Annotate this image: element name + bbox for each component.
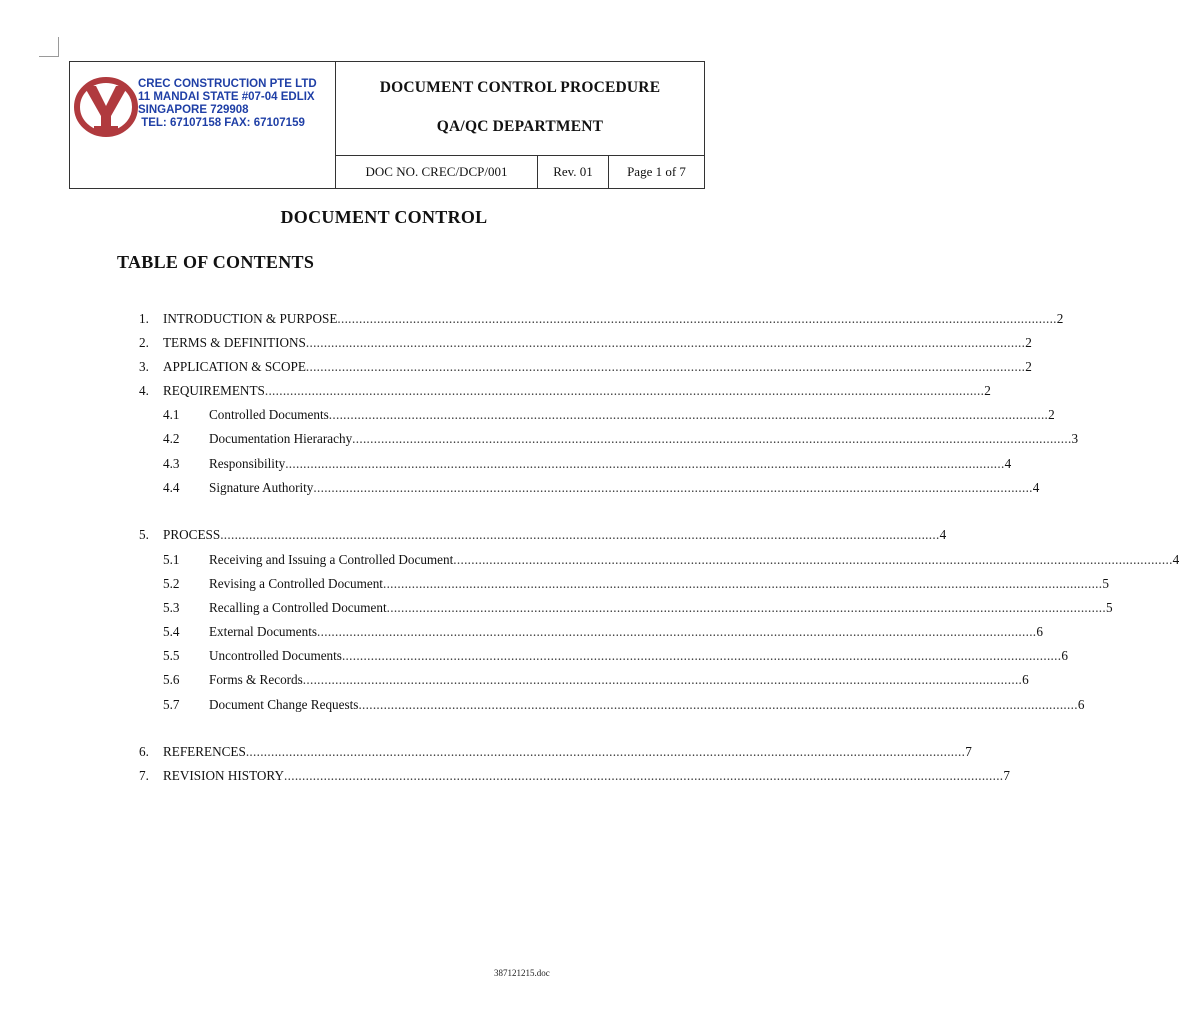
toc-entry[interactable]	[0, 526, 947, 544]
footer-filename: 387121215.doc	[494, 968, 550, 978]
toc-entry[interactable]	[0, 406, 1055, 424]
page-indicator: Page 1 of 7	[627, 164, 686, 179]
toc-entry-label: INTRODUCTION & PURPOSE	[163, 311, 338, 326]
toc-entry[interactable]	[0, 767, 1010, 785]
toc-entry-label: External Documents	[209, 624, 318, 639]
toc-leader-dots: ........................................................................................................................................................................................................	[352, 431, 1072, 446]
toc-entry[interactable]	[0, 743, 972, 761]
toc-entry-number: 7.	[139, 768, 149, 783]
toc-leader-dots: ........................................................................................................................................................................................................	[305, 335, 1026, 350]
department-title: QA/QC DEPARTMENT	[436, 118, 604, 135]
toc-entry-label: TERMS & DEFINITIONS	[163, 335, 306, 350]
company-address-block	[138, 78, 317, 130]
toc-leader-dots: ........................................................................................................................................................................................................	[220, 527, 940, 542]
toc-entry-number: 5.5	[163, 648, 180, 663]
toc-leader-dots: ........................................................................................................................................................................................................	[317, 624, 1037, 639]
revision-number: Rev. 01	[538, 156, 609, 188]
toc-entry-number: 5.1	[163, 552, 180, 567]
toc-entry-label: Responsibility	[209, 456, 286, 471]
toc-entry[interactable]	[0, 647, 1068, 665]
company-name: CREC CONSTRUCTION PTE LTD	[138, 78, 317, 90]
toc-leader-dots: ........................................................................................................................................................................................................	[382, 576, 1103, 591]
toc-entry-label: REFERENCES	[163, 744, 246, 759]
toc-leader-dots: ........................................................................................................................................................................................................	[358, 697, 1078, 712]
toc-entry-number: 4.2	[163, 431, 180, 446]
document-title: DOCUMENT CONTROL	[280, 207, 488, 227]
toc-entry-number: 4.3	[163, 456, 180, 471]
toc-entry-number: 1.	[139, 311, 149, 326]
margin-corner-mark	[58, 37, 59, 57]
toc-entry-number: 5.2	[163, 576, 180, 591]
toc-leader-dots: ........................................................................................................................................................................................................	[302, 672, 1023, 687]
toc-leader-dots: ........................................................................................................................................................................................................	[313, 480, 1033, 495]
toc-entry-page: 2	[1025, 359, 1032, 374]
toc-entry-number: 4.	[139, 383, 149, 398]
toc-entry-page: 3	[1071, 431, 1079, 446]
toc-entry-page: 6	[1036, 624, 1043, 639]
toc-leader-dots: ........................................................................................................................................................................................................	[337, 311, 1057, 326]
toc-entry-number: 2.	[139, 335, 149, 350]
toc-entry-page: 6	[1061, 648, 1068, 663]
toc-entry[interactable]	[0, 623, 1043, 641]
toc-entry-label: Controlled Documents	[209, 407, 329, 422]
toc-entry[interactable]	[0, 671, 1029, 689]
toc-entry-page: 7	[1003, 768, 1010, 783]
document-header-table	[69, 61, 705, 189]
toc-leader-dots: ........................................................................................................................................................................................................	[245, 744, 966, 759]
toc-entry-page: 2	[1048, 407, 1055, 422]
toc-leader-dots: ........................................................................................................................................................................................................	[305, 359, 1026, 374]
toc-entry-label: Revising a Controlled Document	[209, 576, 383, 591]
toc-entry[interactable]	[0, 599, 1113, 617]
toc-entry-number: 5.7	[163, 697, 180, 712]
toc-entry[interactable]	[0, 358, 1032, 376]
toc-entry-number: 5.	[139, 527, 149, 542]
toc-entry-page: 4	[1172, 552, 1179, 567]
toc-entry[interactable]	[0, 382, 991, 400]
toc-entry[interactable]	[0, 430, 1079, 448]
toc-entry[interactable]	[0, 696, 1085, 714]
procedure-title: DOCUMENT CONTROL PROCEDURE	[379, 79, 661, 96]
toc-leader-dots: ........................................................................................................................................................................................................	[328, 407, 1049, 422]
company-logo-icon	[74, 76, 138, 136]
toc-entry-label: Recalling a Controlled Document	[209, 600, 387, 615]
company-address-line: 11 MANDAI STATE #07-04 EDLIX	[138, 91, 315, 103]
toc-entry-page: 4	[1032, 480, 1040, 495]
toc-entry[interactable]	[0, 479, 1040, 497]
toc-entry-number: 5.4	[163, 624, 180, 639]
toc-entry[interactable]	[0, 455, 1012, 473]
toc-entry-page: 5	[1102, 576, 1109, 591]
toc-entry-page: 2	[984, 383, 991, 398]
toc-entry-number: 6.	[139, 744, 149, 759]
toc-entry-number: 3.	[139, 359, 149, 374]
toc-title: TABLE OF CONTENTS	[117, 252, 315, 272]
toc-entry-label: APPLICATION & SCOPE	[163, 359, 306, 374]
margin-corner-mark	[39, 56, 59, 57]
toc-entry-label: Documentation Hierarachy	[209, 431, 353, 446]
toc-leader-dots: ........................................................................................................................................................................................................	[453, 552, 1173, 567]
company-contact-line: TEL: 67107158 FAX: 67107159	[138, 117, 305, 129]
toc-leader-dots: ........................................................................................................................................................................................................	[264, 383, 985, 398]
toc-entry[interactable]	[0, 575, 1109, 593]
toc-entry-number: 5.6	[163, 672, 180, 687]
toc-entry-label: REVISION HISTORY	[163, 768, 285, 783]
toc-entry-number: 4.1	[163, 407, 180, 422]
toc-entry-page: 2	[1056, 311, 1064, 326]
toc-entry-label: Document Change Requests	[209, 697, 359, 712]
toc-entry-label: Forms & Records	[209, 672, 303, 687]
toc-entry-page: 6	[1022, 672, 1029, 687]
toc-entry-page: 4	[1004, 456, 1012, 471]
toc-entry[interactable]	[0, 551, 1179, 569]
toc-entry[interactable]	[0, 334, 1032, 352]
toc-entry-label: PROCESS	[163, 527, 221, 542]
toc-entry-page: 5	[1106, 600, 1113, 615]
toc-entry[interactable]	[0, 310, 1064, 328]
toc-entry-number: 4.4	[163, 480, 180, 495]
procedure-title-cell	[336, 62, 704, 156]
toc-leader-dots: ........................................................................................................................................................................................................	[284, 768, 1004, 783]
toc-entry-label: Signature Authority	[209, 480, 314, 495]
toc-entry-page: 4	[939, 527, 947, 542]
toc-entry-page: 6	[1077, 697, 1085, 712]
toc-entry-label: REQUIREMENTS	[163, 383, 265, 398]
toc-leader-dots: ........................................................................................................................................................................................................	[386, 600, 1106, 615]
doc-number: DOC NO. CREC/DCP/001	[336, 156, 538, 188]
toc-entry-number: 5.3	[163, 600, 180, 615]
toc-entry-page: 7	[965, 744, 972, 759]
toc-entry-label: Receiving and Issuing a Controlled Document	[209, 552, 454, 567]
toc-entry-page: 2	[1025, 335, 1032, 350]
company-address-line: SINGAPORE 729908	[138, 104, 249, 116]
toc-entry-label: Uncontrolled Documents	[209, 648, 342, 663]
toc-leader-dots: ........................................................................................................................................................................................................	[341, 648, 1062, 663]
company-logo-cell	[70, 62, 336, 188]
toc-leader-dots: ........................................................................................................................................................................................................	[285, 456, 1005, 471]
